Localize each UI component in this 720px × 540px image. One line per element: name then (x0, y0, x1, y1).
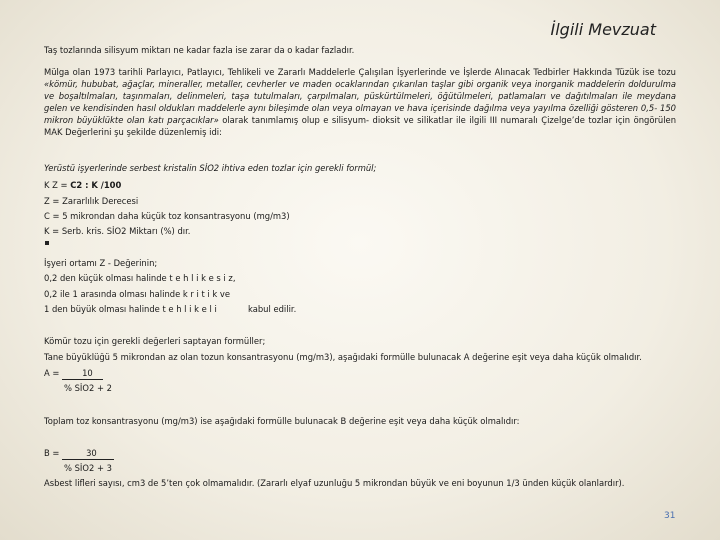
z-value-critical: 0,2 ile 1 arasında olması halinde k r i t i k ve (44, 289, 231, 299)
page-number: 31 (664, 511, 676, 521)
formula-a-numerator (44, 367, 103, 380)
asbestos-limit: Asbest lifleri sayısı, cm3 de 5’ten çok olmamalıdır. (Zararlı elyaf uzunluğu 5 mikrondan büyük ve eni boyunun 1/3 ünden küçük olanlardır). (44, 478, 625, 488)
coal-heading: Kömür tozu için gerekli değerleri saptayan formüller; (44, 336, 266, 346)
formula-b-num: 30 (62, 447, 114, 460)
formula-equation (44, 179, 121, 191)
formula-a-denominator: % SİO2 + 2 (64, 383, 112, 393)
formula-eq-prefix: K Z = (44, 180, 71, 190)
intro-paragraph: Taş tozlarında silisyum miktarı ne kadar fazla ise zarar da o kadar fazladır. (44, 45, 355, 55)
regulation-paragraph (44, 66, 676, 139)
z-value-safe: 0,2 den küçük olması halinde t e h l i k e s i z, (44, 273, 236, 283)
formula-b-denominator: % SİO2 + 3 (64, 463, 112, 473)
formula-eq-main: C2 : K /100 (70, 180, 122, 190)
regulation-text-end: olarak tanımlamış olup e silisyum- dioksit ve silikatlar ile ilgili III numaralı Çizelge’de tozlar için öngörülen MAK Değerlerini şu şekilde düzenlemiş idi: (44, 115, 676, 138)
formula-b-numerator (44, 447, 114, 460)
formula-heading: Yerüstü işyerlerinde serbest kristalin SİO2 ihtiva eden tozlar için gerekli formül; (44, 163, 377, 173)
formula-a-num: 10 (62, 367, 103, 380)
z-definition: Z = Zararlılık Derecesi (44, 196, 139, 206)
coal-b-description: Toplam toz konsantrasyonu (mg/m3) ise aşağıdaki formülle bulunacak B değerine eşit veya daha küçük olmalıdır: (44, 416, 520, 426)
k-definition: K = Serb. kris. SİO2 Miktarı (%) dır. (44, 226, 191, 236)
formula-a-label: A = (44, 368, 63, 378)
formula-b-label: B = (44, 448, 63, 458)
coal-a-description: Tane büyüklüğü 5 mikrondan az olan tozun konsantrasyonu (mg/m3), aşağıdaki formülle bulunacak A değerine eşit veya daha küçük olmalıdır. (44, 352, 642, 362)
z-value-accepted: kabul edilir. (248, 304, 297, 314)
z-value-heading: İşyeri ortamı Z - Değerinin; (44, 258, 158, 268)
c-definition: C = 5 mikrondan daha küçük toz konsantrasyonu (mg/m3) (44, 211, 290, 221)
dust-definition: «kömür, hububat, ağaçlar, mineraller, metaller, cevherler ve maden ocaklarından çıkarılan taşlar gibi organik veya inorganik maddelerin doldurulma ve boşaltılmaları, taşınmaları, delinmeleri, taşa tutulmaları, çarpılmaları, püskürtülmeleri, öğütülmeleri, patlamaları ve dağıtılmaları ile meydana gelen ve kendisinden hasıl oldukları maddelerle aynı bileşimde olan veya olmayan ve hava içerisinde dağılma veya yayılma özelliği gösteren 0,5- 150 mikron büyüklükte olan katı parçacıklar» (44, 79, 676, 126)
page-title: İlgili Mevzuat (550, 20, 656, 39)
z-value-dangerous: 1 den büyük olması halinde t e h l i k e l i (44, 304, 217, 314)
regulation-text-start: Mülga olan 1973 tarihli Parlayıcı, Patlayıcı, Tehlikeli ve Zararlı Maddelerle Çalışılan İşyerlerinde ve İşlerde Alınacak Tedbirler Hakkında Tüzük ise tozu (44, 67, 676, 77)
bullet-marker (45, 241, 49, 245)
